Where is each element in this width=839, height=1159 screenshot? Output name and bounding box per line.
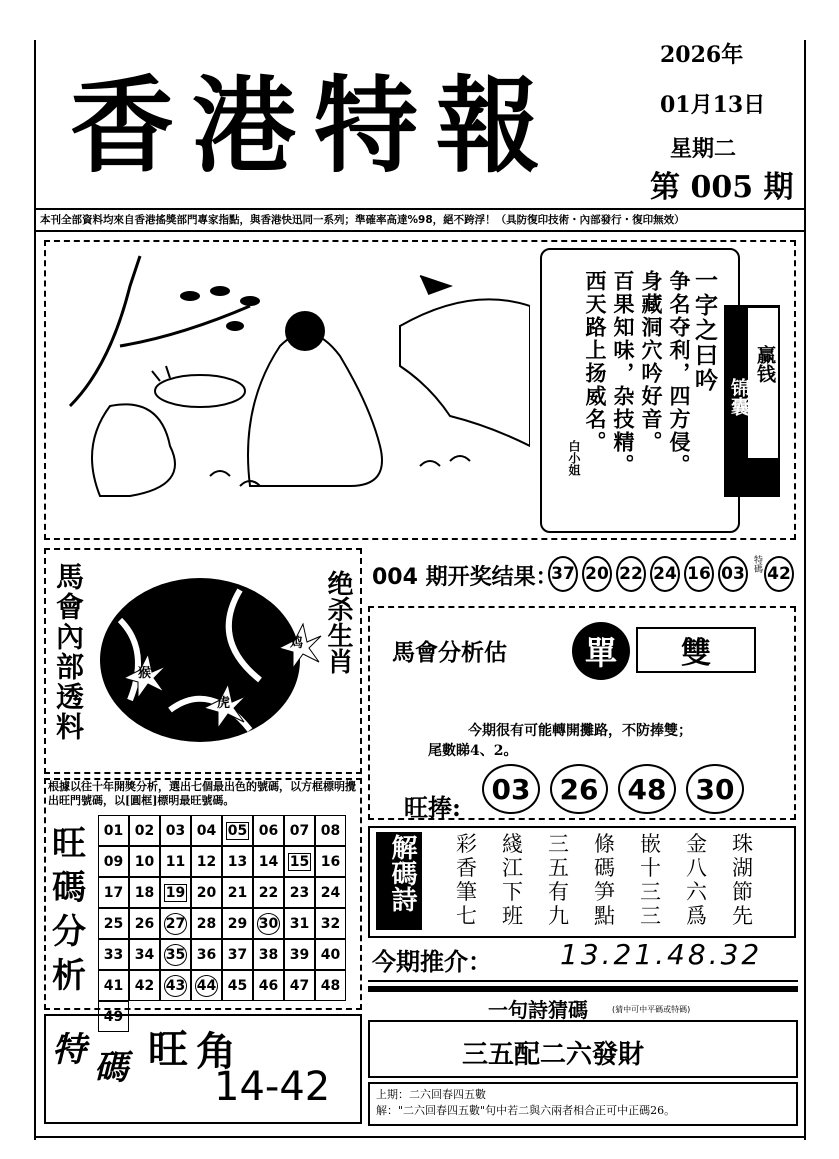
pouch-label: 锦囊 bbox=[728, 378, 750, 416]
grid-number-cell bbox=[315, 939, 346, 970]
grid-number-cell bbox=[191, 908, 222, 939]
grid-side-char-3: 分 bbox=[52, 912, 86, 952]
grid-number: 46 bbox=[258, 977, 279, 994]
grid-number: 30 bbox=[257, 913, 280, 935]
hot-number-4: 30 bbox=[686, 764, 744, 814]
analysis-text-1: 今期很有可能轉開攤路，不防捧雙； bbox=[468, 723, 692, 739]
last-period-line1: 上期：二六回春四五數 bbox=[376, 1088, 486, 1101]
grid-number-cell bbox=[315, 846, 346, 877]
scroll-poem-col-1: 争名夺利，四方侵。 bbox=[667, 270, 692, 477]
grid-number: 17 bbox=[103, 884, 124, 901]
grid-number-cell bbox=[222, 939, 253, 970]
win-label: 赢钱 bbox=[754, 345, 776, 383]
riddle-title: 一句詩猜碼 bbox=[488, 998, 588, 1022]
grid-number: 32 bbox=[320, 915, 341, 932]
hot-label: 旺捧: bbox=[404, 793, 461, 822]
results-label: 004 期开奖结果： bbox=[372, 565, 558, 590]
grid-number-cell bbox=[284, 846, 315, 877]
grid-number: 36 bbox=[196, 946, 217, 963]
scroll-poem-col-4: 西天路上扬威名。 bbox=[583, 270, 608, 454]
grid-number: 02 bbox=[134, 822, 155, 839]
masthead-date: 01月13日 bbox=[660, 92, 766, 118]
grid-number: 16 bbox=[320, 853, 341, 870]
grid-number: 04 bbox=[196, 822, 217, 839]
result-ball-4: 24 bbox=[650, 556, 680, 592]
grid-number-cell bbox=[160, 970, 191, 1001]
grid-number: 39 bbox=[289, 946, 310, 963]
special-corner-char-1: 特 bbox=[52, 1030, 86, 1070]
grid-number-cell bbox=[191, 970, 222, 1001]
grid-number-cell bbox=[222, 815, 253, 846]
analysis-text-2: 尾數睇4、2。 bbox=[428, 743, 518, 759]
zodiac-animal-3: 鸡 bbox=[290, 636, 304, 651]
grid-number: 43 bbox=[164, 975, 187, 997]
grid-intro: 根據以往十年開獎分析，選出七個最出色的號碼，以方框標明攪出旺門號碼，以[圓框]標明最旺號碼。 bbox=[48, 780, 356, 807]
grid-number-cell bbox=[98, 877, 129, 908]
grid-number: 31 bbox=[289, 915, 310, 932]
riddle-poem: 三五配二六發財 bbox=[462, 1040, 645, 1070]
grid-number-cell bbox=[315, 970, 346, 1001]
grid-number: 21 bbox=[227, 884, 248, 901]
grid-number-cell bbox=[315, 815, 346, 846]
decode-column: 彩香筆七 bbox=[456, 832, 477, 928]
bottom-border bbox=[36, 1136, 806, 1138]
grid-number: 12 bbox=[196, 853, 217, 870]
grid-number-cell bbox=[253, 877, 284, 908]
zodiac-art bbox=[90, 560, 340, 760]
grid-number: 28 bbox=[196, 915, 217, 932]
grid-number-cell bbox=[160, 908, 191, 939]
grid-number: 42 bbox=[134, 977, 155, 994]
masthead-rule bbox=[36, 208, 804, 210]
grid-number-cell bbox=[253, 939, 284, 970]
zodiac-animal-1: 猴 bbox=[138, 666, 152, 681]
notice-rule bbox=[36, 230, 804, 232]
grid-number-cell bbox=[191, 815, 222, 846]
grid-number-cell bbox=[98, 939, 129, 970]
grid-number: 11 bbox=[165, 853, 186, 870]
grid-number-cell bbox=[160, 846, 191, 877]
zodiac-side-title: 馬會內部透料 bbox=[52, 562, 85, 742]
grid-number-cell bbox=[284, 939, 315, 970]
grid-side-char-2: 碼 bbox=[52, 868, 86, 908]
grid-number: 37 bbox=[227, 946, 248, 963]
grid-number-cell bbox=[129, 815, 160, 846]
grid-number: 27 bbox=[164, 913, 187, 935]
illustration-drawing bbox=[50, 246, 530, 536]
recommend-value: 13.21.48.32 bbox=[560, 938, 763, 971]
grid-number-cell bbox=[284, 970, 315, 1001]
riddle-top-bar bbox=[368, 986, 798, 992]
grid-number: 09 bbox=[103, 853, 124, 870]
last-period-line2: 解："二六回春四五數"句中若二與六兩者相合正可中正碼26。 bbox=[376, 1104, 676, 1117]
grid-number: 13 bbox=[227, 853, 248, 870]
grid-number: 05 bbox=[227, 822, 248, 839]
scroll-author: 白小姐 bbox=[567, 440, 581, 476]
grid-number: 18 bbox=[134, 884, 155, 901]
grid-number: 08 bbox=[320, 822, 341, 839]
decode-label: 解碼詩 bbox=[387, 834, 417, 912]
grid-number: 15 bbox=[289, 853, 310, 870]
riddle-note: (猜中可中平碼或特碼) bbox=[612, 1005, 691, 1014]
grid-number: 34 bbox=[134, 946, 155, 963]
grid-number-cell bbox=[284, 815, 315, 846]
grid-number: 24 bbox=[320, 884, 341, 901]
decode-column: 嵌十三三 bbox=[640, 832, 661, 928]
grid-number: 49 bbox=[103, 1008, 124, 1025]
grid-number-cell bbox=[315, 908, 346, 939]
result-ball-1: 37 bbox=[548, 556, 578, 592]
scroll-heading: 一字之曰吟 bbox=[691, 268, 718, 393]
special-corner-char-3: 旺 bbox=[148, 1026, 188, 1073]
grid-number: 29 bbox=[227, 915, 248, 932]
grid-number-cell bbox=[222, 846, 253, 877]
grid-number: 48 bbox=[320, 977, 341, 994]
grid-number: 07 bbox=[289, 822, 310, 839]
grid-number: 14 bbox=[258, 853, 279, 870]
grid-number-cell bbox=[129, 877, 160, 908]
special-ball: 42 bbox=[764, 556, 794, 592]
grid-number-cell bbox=[253, 846, 284, 877]
grid-number-cell bbox=[98, 846, 129, 877]
grid-number: 06 bbox=[258, 822, 279, 839]
grid-number: 03 bbox=[165, 822, 186, 839]
special-corner-char-4: 角 bbox=[196, 1028, 236, 1075]
decode-column: 綫江下班 bbox=[502, 832, 523, 928]
grid-number-cell bbox=[129, 908, 160, 939]
grid-number: 10 bbox=[134, 853, 155, 870]
right-border bbox=[804, 40, 806, 1140]
special-label: 特碼 bbox=[752, 555, 762, 573]
grid-number-cell bbox=[191, 939, 222, 970]
grid-number-cell bbox=[160, 939, 191, 970]
recommend-rule bbox=[368, 980, 798, 982]
scroll-poem-col-2: 身藏洞穴吟好音。 bbox=[639, 270, 664, 454]
grid-number: 41 bbox=[103, 977, 124, 994]
masthead-weekday: 星期二 bbox=[670, 136, 737, 162]
result-ball-5: 16 bbox=[684, 556, 714, 592]
grid-number-cell bbox=[222, 970, 253, 1001]
decode-column: 珠湖節先 bbox=[732, 832, 753, 928]
number-grid bbox=[98, 815, 346, 1032]
result-ball-3: 22 bbox=[616, 556, 646, 592]
grid-number-cell bbox=[253, 970, 284, 1001]
grid-side-title bbox=[52, 822, 86, 998]
decode-column: 條碼笋點 bbox=[594, 832, 615, 928]
grid-number-cell bbox=[284, 908, 315, 939]
grid-side-char-4: 析 bbox=[52, 956, 86, 996]
recommend-label: 今期推介： bbox=[372, 947, 492, 976]
grid-number: 20 bbox=[196, 884, 217, 901]
grid-number-cell bbox=[129, 939, 160, 970]
masthead-title: 香港特報 bbox=[70, 64, 559, 187]
scroll-poem-col-3: 百果知味，杂技精。 bbox=[611, 270, 636, 477]
left-border bbox=[34, 40, 36, 1140]
notice-text: 本刊全部資料均來自香港搖獎部門專家指點，與香港快迅同一系列；準確率高達%98，絕不跨浮！（具防復印技術・內部發行・復印無效） bbox=[40, 214, 685, 226]
single-badge: 單 bbox=[572, 622, 630, 680]
grid-number-cell bbox=[98, 970, 129, 1001]
zodiac-kill-label: 绝杀生肖 bbox=[323, 570, 353, 674]
grid-number-cell bbox=[98, 815, 129, 846]
grid-number-cell bbox=[191, 877, 222, 908]
grid-number: 26 bbox=[134, 915, 155, 932]
hot-number-2: 26 bbox=[550, 764, 608, 814]
zodiac-animal-2: 虎 bbox=[217, 696, 231, 711]
double-badge: 雙 bbox=[636, 627, 756, 673]
grid-number-cell bbox=[284, 877, 315, 908]
grid-number: 47 bbox=[289, 977, 310, 994]
hot-number-1: 03 bbox=[482, 764, 540, 814]
grid-number-cell bbox=[160, 877, 191, 908]
grid-number-cell bbox=[253, 908, 284, 939]
analysis-title: 馬會分析估 bbox=[392, 639, 507, 666]
grid-number-cell bbox=[315, 877, 346, 908]
grid-number-cell bbox=[98, 908, 129, 939]
grid-number: 40 bbox=[320, 946, 341, 963]
masthead-issue: 第 005 期 bbox=[650, 170, 794, 205]
grid-number: 45 bbox=[227, 977, 248, 994]
result-ball-6: 03 bbox=[718, 556, 748, 592]
grid-number: 25 bbox=[103, 915, 124, 932]
special-corner-char-2: 碼 bbox=[94, 1048, 128, 1088]
grid-number-cell bbox=[160, 815, 191, 846]
grid-side-char-1: 旺 bbox=[52, 824, 86, 864]
masthead-year: 2026年 bbox=[660, 42, 744, 68]
grid-number: 01 bbox=[103, 822, 124, 839]
grid-number-cell bbox=[222, 908, 253, 939]
decode-column: 三五有九 bbox=[548, 832, 569, 928]
grid-number: 19 bbox=[165, 884, 186, 901]
special-corner-value: 14-42 bbox=[214, 1064, 331, 1110]
grid-number-cell bbox=[253, 815, 284, 846]
grid-number: 35 bbox=[164, 944, 187, 966]
grid-number-cell bbox=[222, 877, 253, 908]
decode-column: 金八六爲 bbox=[686, 832, 707, 928]
grid-number: 33 bbox=[103, 946, 124, 963]
grid-number-cell bbox=[129, 846, 160, 877]
grid-number: 44 bbox=[195, 975, 218, 997]
grid-number-cell bbox=[129, 970, 160, 1001]
result-ball-2: 20 bbox=[582, 556, 612, 592]
hot-number-3: 48 bbox=[618, 764, 676, 814]
grid-number: 38 bbox=[258, 946, 279, 963]
grid-number: 23 bbox=[289, 884, 310, 901]
grid-number-cell bbox=[191, 846, 222, 877]
grid-number: 22 bbox=[258, 884, 279, 901]
